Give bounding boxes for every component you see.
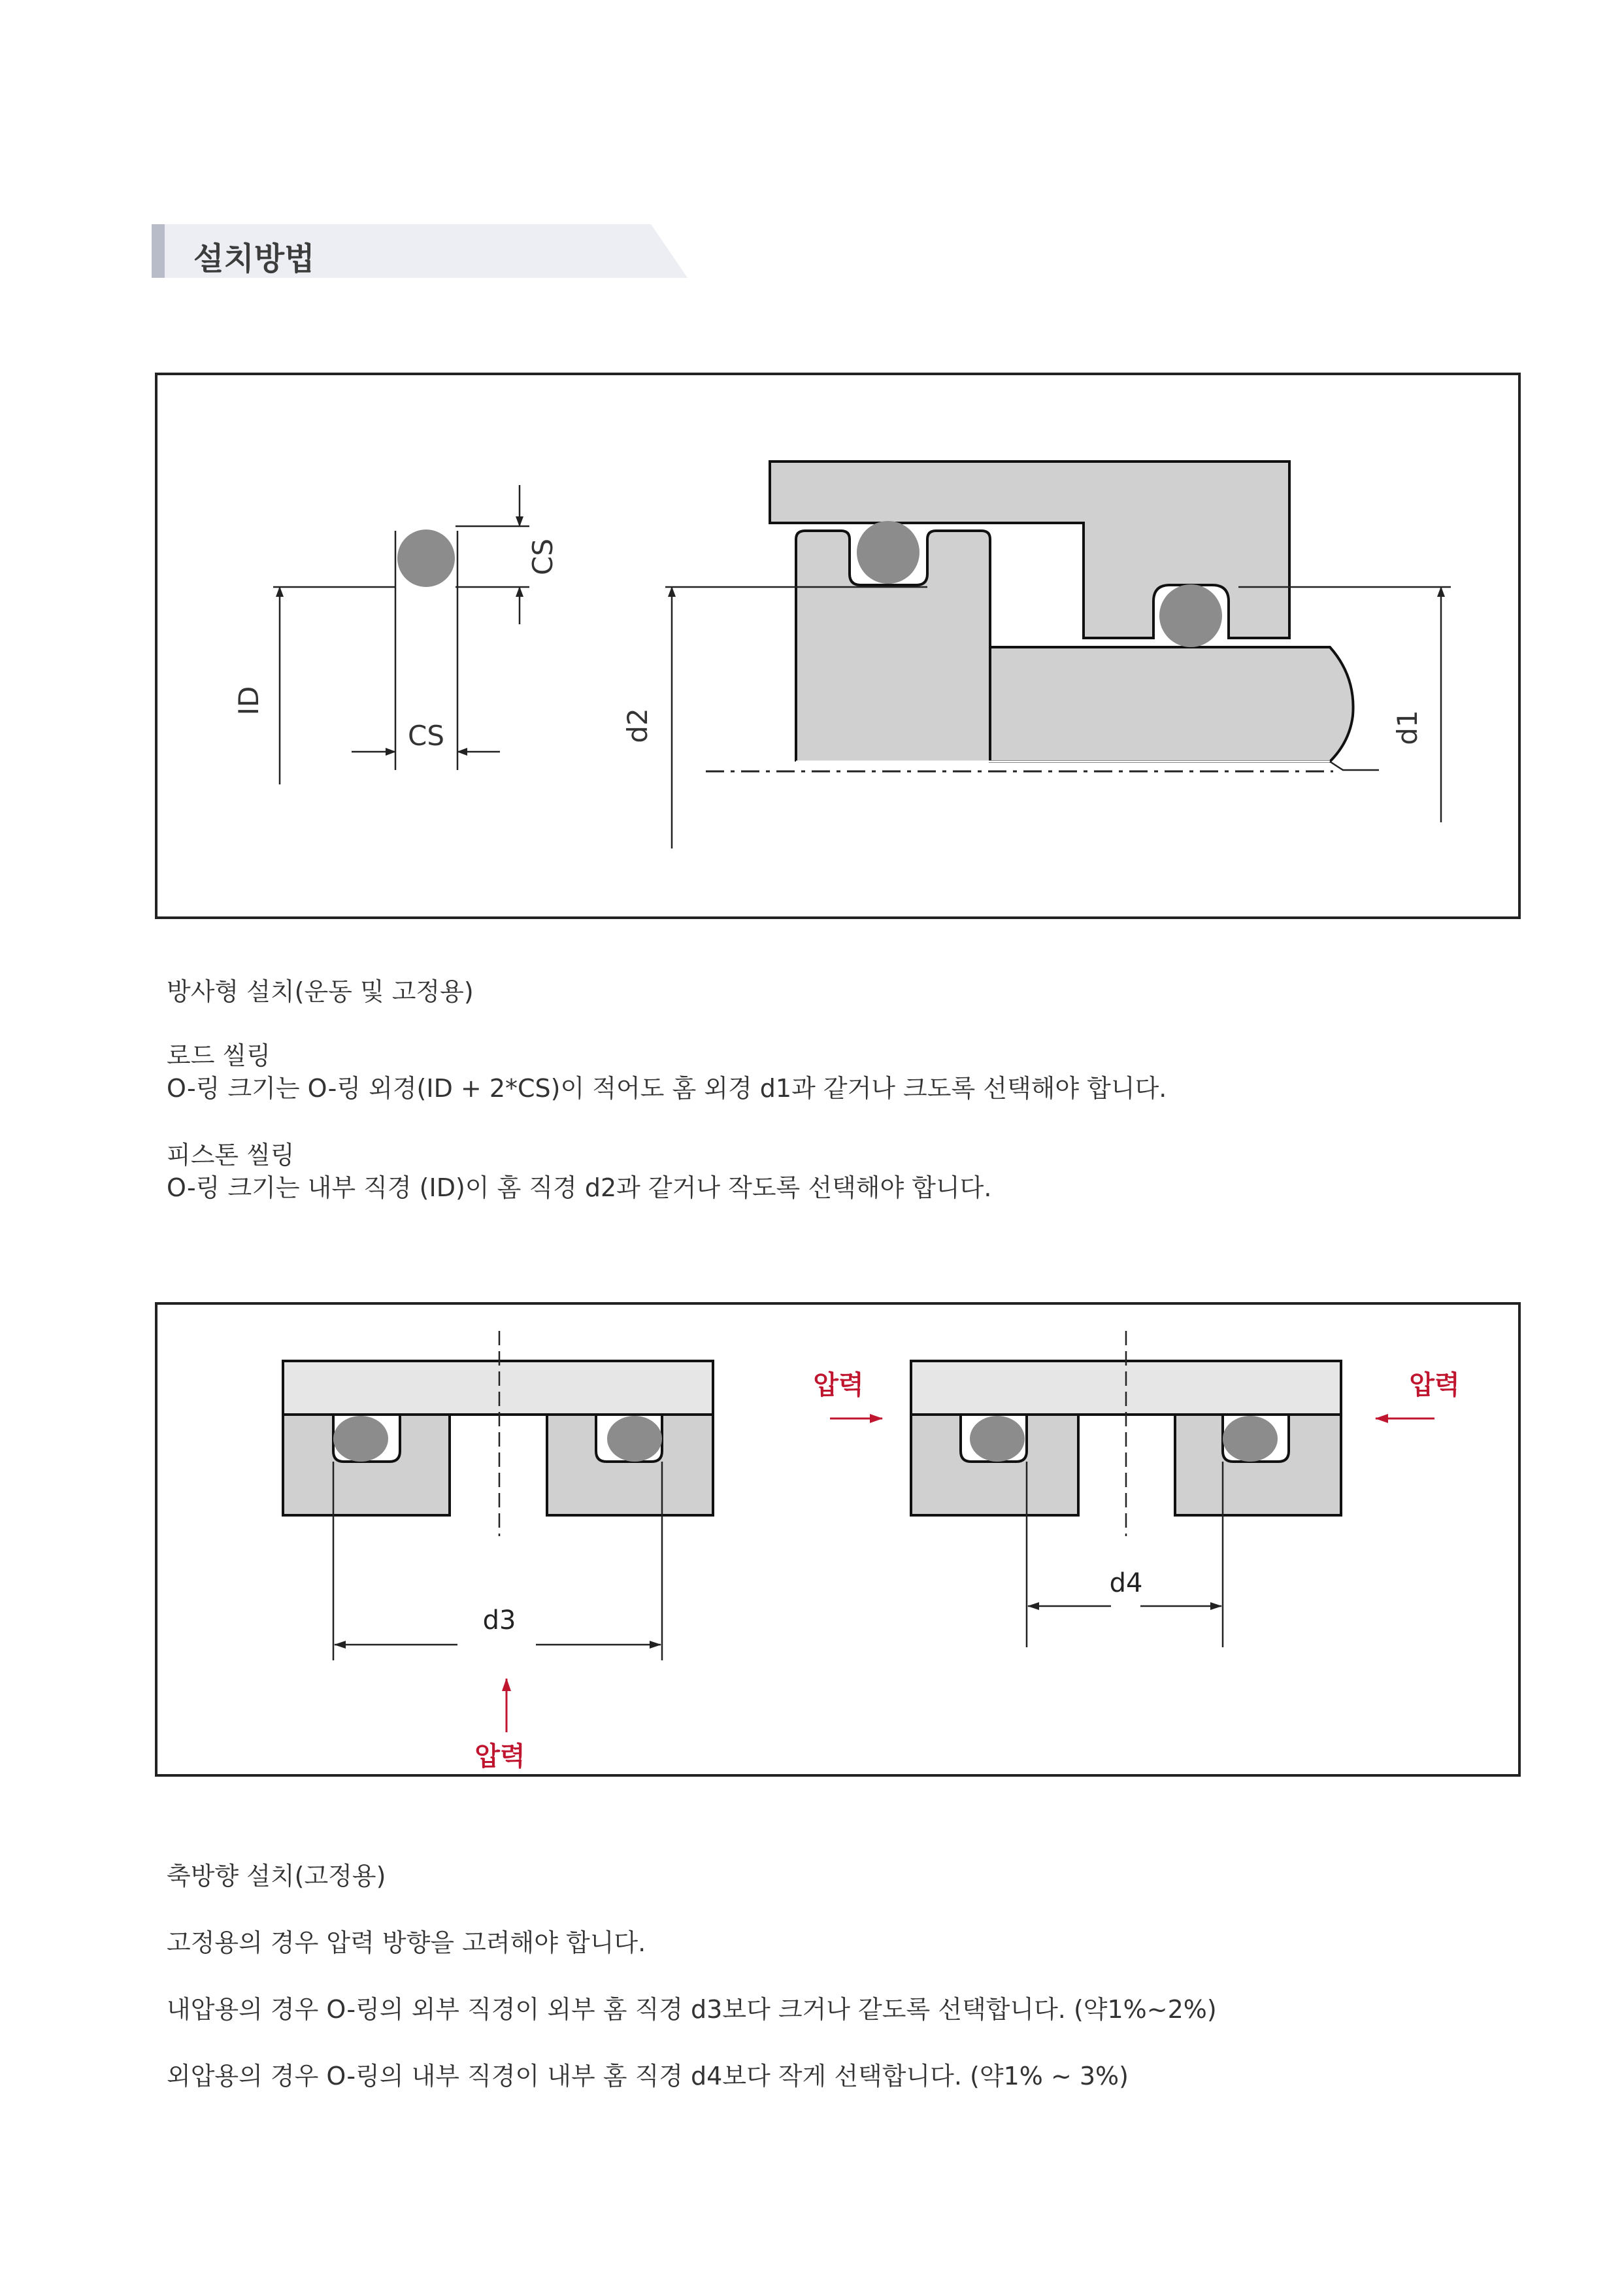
rod-oring (1159, 584, 1222, 647)
axial-diagram-frame (155, 1302, 1521, 1777)
radial-diagram-frame (155, 373, 1521, 919)
axial-line-2: 내압용의 경우 O-링의 외부 직경이 외부 홈 직경 d3보다 크거나 같도록 선택합니다. (약1%~2%) (167, 1995, 1217, 2024)
cs-label-horizontal: CS (408, 720, 444, 752)
axial-heading: 축방향 설치(고정용) (167, 1862, 386, 1890)
piston-sealing-text: O-링 크기는 내부 직경 (ID)이 홈 직경 d2과 같거나 작도록 선택해야 합니다. (167, 1173, 992, 1202)
rod-sealing-text: O-링 크기는 O-링 외경(ID + 2*CS)이 적어도 홈 외경 d1과 같거나 크도록 선택해야 합니다. (167, 1074, 1167, 1103)
piston-sealing-title: 피스톤 씰링 (167, 1141, 295, 1169)
pressure-label-bottom: 압력 (474, 1741, 525, 1771)
d4-label: d4 (1109, 1568, 1143, 1598)
gland-assembly (621, 461, 1451, 848)
id-label: ID (233, 686, 265, 716)
axial-line-1: 고정용의 경우 압력 방향을 고려해야 합니다. (167, 1928, 646, 1957)
rod (990, 647, 1353, 762)
d1-label: d1 (1391, 710, 1423, 745)
oring-dimension-sketch (233, 485, 559, 784)
external-pressure-diagram (813, 1331, 1459, 1647)
oring-circle (397, 529, 455, 587)
rod-sealing-title: 로드 씰링 (167, 1041, 271, 1070)
section-header-accent-bar (152, 224, 165, 278)
internal-pressure-diagram (283, 1331, 713, 1771)
radial-heading: 방사형 설치(운동 및 고정용) (167, 977, 474, 1006)
cs-label-vertical: CS (527, 539, 559, 575)
section-header (152, 224, 688, 278)
radial-diagram (157, 375, 1518, 916)
d2-label: d2 (621, 708, 654, 743)
pressure-label-left: 압력 (813, 1370, 864, 1400)
axial-line-3: 외압용의 경우 O-링의 내부 직경이 내부 홈 직경 d4보다 작게 선택합니다. (약1% ~ 3%) (167, 2062, 1129, 2090)
d3-label: d3 (482, 1605, 516, 1636)
piston-oring (857, 521, 920, 584)
axial-diagram (157, 1305, 1518, 1774)
section-title: 설치방법 (193, 241, 315, 277)
pressure-label-right: 압력 (1409, 1370, 1460, 1400)
